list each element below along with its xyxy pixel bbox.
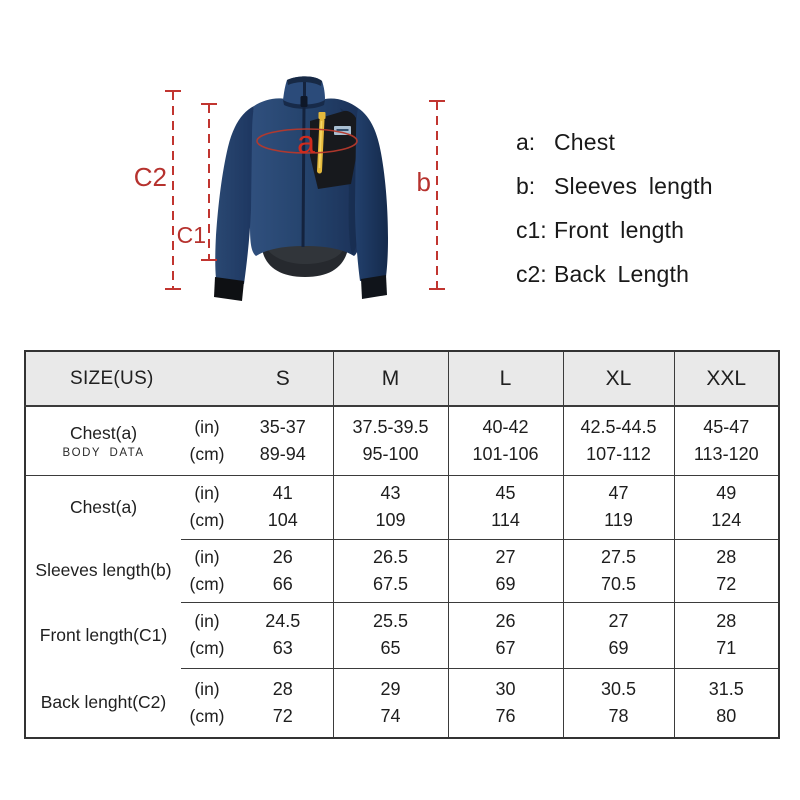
row-label-cell — [25, 539, 181, 602]
row-label: Back lenght(C2) — [40, 692, 167, 712]
table-row-back-length — [25, 668, 779, 738]
legend-key: b: — [516, 172, 536, 199]
header-size-l: L — [448, 351, 563, 406]
value-cell: 27.5 70.5 — [563, 539, 674, 602]
right-cuff — [361, 275, 387, 299]
value-cell: 25.5 65 — [333, 602, 448, 668]
table-row-sleeves-length — [25, 539, 779, 602]
legend-label: Chest — [554, 128, 616, 155]
jacket-left-sleeve — [215, 106, 254, 284]
jacket-measure-diagram — [0, 0, 480, 335]
c2-measure-line — [165, 91, 181, 289]
value-cell: 28 72 — [272, 678, 293, 726]
zipper-pull — [301, 96, 308, 107]
value-cell: 24.5 63 — [233, 602, 333, 668]
panel-logo-text-line — [337, 129, 349, 131]
row-label: Chest(a) — [69, 496, 138, 517]
table-row-chest-body-data — [25, 406, 779, 475]
row-sublabel: BODY DATA — [62, 446, 145, 459]
row-label: Front length(C1) — [39, 624, 168, 645]
value-cell: 41 104 — [233, 475, 333, 539]
b-measure-line — [429, 101, 445, 289]
legend-row-a — [516, 120, 713, 164]
value-cell: 26 66 — [233, 539, 333, 602]
chest-panel — [310, 111, 357, 189]
value-cell: 28 71 — [674, 602, 779, 668]
legend-key: c1: — [516, 216, 547, 243]
header-size-xl: XL — [563, 351, 674, 406]
jacket-right-sleeve — [355, 108, 388, 281]
value-cell: 28 72 — [674, 539, 779, 602]
measurement-legend — [516, 120, 713, 296]
value-cell: 31.5 80 — [674, 668, 779, 738]
label-b: b — [416, 167, 431, 197]
header-size-m: M — [333, 351, 448, 406]
row-label-cell — [25, 406, 181, 475]
header-size-us: SIZE(US) — [25, 351, 233, 406]
unit-cell: (in) (cm) — [189, 678, 225, 726]
row-label: Chest(a) — [69, 422, 138, 443]
value-cell: 40-42 101-106 — [448, 406, 563, 475]
value-cell: 37.5-39.5 95-100 — [333, 406, 448, 475]
unit-cell: (in) (cm) — [181, 406, 233, 475]
left-cuff — [214, 277, 244, 301]
header-size-s: S — [233, 351, 333, 406]
value-cell: 43 109 — [333, 475, 448, 539]
value-cell: 47 119 — [563, 475, 674, 539]
table-row-chest — [25, 475, 779, 539]
label-c1: C1 — [176, 222, 206, 248]
legend-row-b — [516, 164, 713, 208]
legend-label: Back Length — [554, 260, 690, 287]
legend-label: Sleeves length — [554, 172, 713, 199]
row-label: Sleeves length(b) — [35, 560, 172, 580]
header-size-xxl: XXL — [674, 351, 779, 406]
legend-row-c1 — [516, 208, 713, 252]
size-table — [24, 350, 780, 739]
value-cell: 26.5 67.5 — [333, 539, 448, 602]
value-cell: 45-47 113-120 — [674, 406, 779, 475]
value-cell: 27 69 — [448, 539, 563, 602]
unit-cell: (in) (cm) — [181, 475, 233, 539]
value-cell: 42.5-44.5 107-112 — [563, 406, 674, 475]
label-c2: C2 — [133, 162, 167, 192]
label-a: a — [297, 124, 315, 160]
value-cell: 27 69 — [563, 602, 674, 668]
unit-cell: (in) (cm) — [181, 539, 233, 602]
table-row-front-length — [25, 602, 779, 668]
value-cell: 35-37 89-94 — [233, 406, 333, 475]
value-cell: 49 124 — [674, 475, 779, 539]
value-cell: 26 67 — [448, 602, 563, 668]
value-cell: 45 114 — [448, 475, 563, 539]
row-label-cell — [25, 668, 181, 738]
value-cell: 29 74 — [333, 668, 448, 738]
unit-cell: (in) (cm) — [181, 602, 233, 668]
row-label-cell — [25, 602, 181, 668]
row-label-cell — [25, 475, 181, 539]
legend-key: c2: — [516, 260, 547, 287]
value-cell: 30.5 78 — [563, 668, 674, 738]
legend-row-c2 — [516, 252, 713, 296]
legend-label: Front length — [554, 216, 685, 243]
table-header-row — [25, 351, 779, 406]
value-cell: 30 76 — [448, 668, 563, 738]
panel-zipper-pull — [319, 112, 326, 119]
legend-key: a: — [516, 128, 536, 155]
